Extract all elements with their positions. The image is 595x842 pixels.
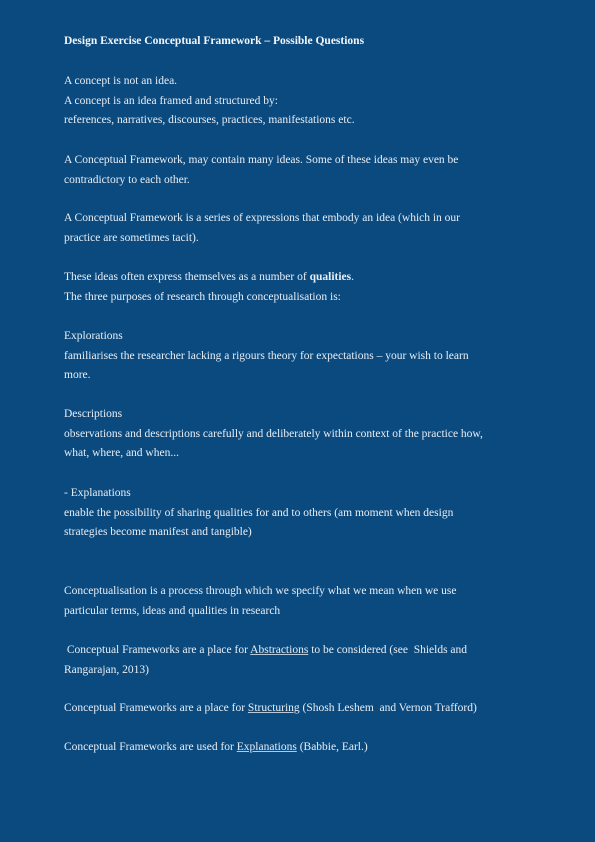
structuring-paragraph — [64, 699, 559, 719]
explanations-heading: - Explanations — [64, 487, 131, 499]
document-title: Design Exercise Conceptual Framework – Possible Questions — [64, 35, 365, 47]
explorations-line-2: more. — [64, 369, 91, 382]
qualities-keyword: qualities — [309, 271, 352, 283]
expressions-line-1: A Conceptual Framework is a series of expressions that embody an idea (which in our — [64, 212, 461, 224]
abstractions-paragraph — [64, 641, 559, 680]
descriptions-section — [64, 405, 559, 464]
intro-paragraph — [64, 72, 559, 131]
framework-ideas-paragraph — [64, 151, 559, 190]
explanations-line-2: strategies become manifest and tangible) — [64, 526, 252, 539]
explanations-line-1: enable the possibility of sharing qualities for and to others (am moment when design — [64, 506, 454, 519]
descriptions-heading: Descriptions — [64, 408, 123, 420]
qualities-line-1 — [64, 268, 559, 288]
qualities-line-2: The three purposes of research through conceptualisation is: — [64, 290, 341, 303]
expressions-paragraph — [64, 209, 559, 248]
conceptualisation-paragraph — [64, 582, 559, 621]
qualities-line-1-pre: These ideas often express themselves as a number of — [64, 271, 310, 283]
explanations-ref-pre: Conceptual Frameworks are used for — [64, 741, 237, 753]
intro-line-3: references, narratives, discourses, practices, manifestations etc. — [64, 114, 355, 127]
abstractions-line-1 — [64, 641, 559, 661]
descriptions-line-2: what, where, and when... — [64, 447, 179, 460]
framework-ideas-line-2: contradictory to each other. — [64, 173, 190, 186]
abstractions-line-2: Rangarajan, 2013) — [64, 663, 149, 676]
explanations-ref-line — [64, 738, 559, 758]
explorations-heading: Explorations — [64, 330, 123, 342]
abstractions-post: to be considered (see Shields and — [308, 644, 468, 656]
explanations-ref-link[interactable]: Explanations — [236, 741, 297, 753]
qualities-paragraph — [64, 268, 559, 307]
conceptualisation-line-2: particular terms, ideas and qualities in research — [64, 604, 281, 617]
framework-ideas-line-1: A Conceptual Framework, may contain many ideas. Some of these ideas may even be — [64, 154, 459, 166]
explanations-section — [64, 484, 559, 543]
explorations-section — [64, 327, 559, 386]
abstractions-pre: Conceptual Frameworks are a place for — [64, 644, 251, 656]
structuring-line — [64, 699, 559, 719]
qualities-line-1-post: . — [351, 271, 354, 283]
explanations-ref-post: (Babbie, Earl.) — [296, 741, 368, 753]
intro-line-2: A concept is an idea framed and structured by: — [64, 94, 278, 107]
structuring-link[interactable]: Structuring — [247, 702, 300, 714]
descriptions-line-1: observations and descriptions carefully and deliberately within context of the practice how, — [64, 427, 483, 440]
structuring-post: (Shosh Leshem and Vernon Trafford) — [299, 702, 477, 714]
explorations-line-1: familiarises the researcher lacking a rigours theory for expectations – your wish to learn — [64, 349, 469, 362]
intro-line-1: A concept is not an idea. — [64, 75, 178, 87]
abstractions-link[interactable]: Abstractions — [250, 644, 309, 656]
expressions-line-2: practice are sometimes tacit). — [64, 231, 199, 244]
explanations-ref-paragraph — [64, 738, 559, 758]
conceptualisation-line-1: Conceptualisation is a process through which we specify what we mean when we use — [64, 585, 457, 597]
structuring-pre: Conceptual Frameworks are a place for — [64, 702, 248, 714]
